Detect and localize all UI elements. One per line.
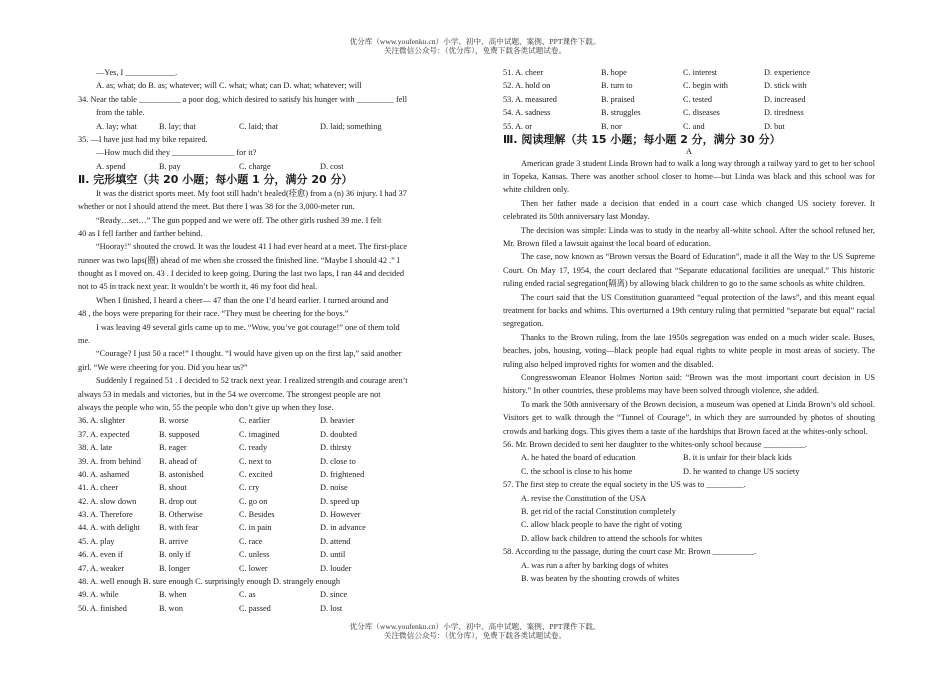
passage-paragraph: The decision was simple: Linda was to study in the nearby all-white school. After the school refused her, Mr. Brown filed a lawsuit against the local board of education. [503,225,875,248]
option-a: 39. A. from behind [78,456,141,466]
question-line: C. allow black people to have the right of voting [521,520,682,530]
options-row [78,481,450,494]
option-a: 49. A. while [78,590,119,600]
option-b: B. drop out [159,496,197,506]
option-d: D. thirsty [320,443,352,453]
option-b: B. nor [601,121,622,131]
option-a: 44. A. with delight [78,523,140,533]
option-b: B. astonished [159,469,204,479]
cloze-passage-line: not to 45 in track next year. It wouldn’t be worth it, 46 my foot did heal. [78,282,318,292]
option-d: D. noise [320,483,348,493]
cloze-passage-line: 48 , the boys were preparing for their race. “They must be cheering for the boys.” [78,309,349,319]
header-line-2: 关注微信公众号：（优分库），免费下载各类试题试卷。 [383,46,567,55]
cloze-passage-line: thought as I moved on. 43 . I decided to keep going. During the last two laps, I ran 44 and decided [78,269,405,279]
options-row [78,441,450,454]
cloze-passage-line: When I finished, I heard a cheer— 47 than the one I’d heard earlier. I turned around and [96,295,389,305]
page-footer [0,622,950,640]
option-d: D. cost [320,161,344,171]
option-d: D. louder [320,563,352,573]
cloze-passage-line: “Ready…set…” The gun popped and we were off. The other girls rushed 39 me. I felt [96,215,382,225]
cloze-passage-line: Suddenly I regained 51 . I decided to 52 track next year. I realized strength and courage aren’t [96,376,408,386]
passage-paragraph: The court said that the US Constitution guaranteed “equal protection of the laws”, and this meant equal treatment for backs and whims. This overturned a 19th century ruling that permitted “separate but equal” racial segregation. [503,292,875,329]
section-title: Ⅲ. 阅读理解（共 15 小题；每小题 2 分，满分 30 分） [503,132,781,146]
options-row [78,535,450,548]
cloze-passage-line: runner was two laps(圈) ahead of me when she crossed the finished line. “Maybe I should 42 .” I [78,255,400,265]
option-d: D. However [320,510,361,520]
cloze-passage-line: “Hooray!” shouted the crowd. It was the loudest 41 I had ever heard at a meet. The first-place [96,242,408,252]
option-d: D. increased [764,94,806,104]
option-c: C. go on [239,496,268,506]
right-column [503,66,875,585]
options-row [503,93,875,106]
footer-line-1: 优分库（www.youfenku.cn）小学、初中、高中试题、案例、PPT课件下载。 [349,622,601,631]
option-a: 53. A. measured [503,94,557,104]
options-row [78,414,450,427]
option-a: A. he hated the board of education [521,453,636,463]
passage-paragraph: American grade 3 student Linda Brown had to walk a long way through a railway yard to get to her school in Topeka, Kansas. There was another school closer to home—but Linda was black and this school was for white children only. [503,158,875,195]
options-row [78,602,450,615]
page-header [0,37,950,55]
options-row [78,468,450,481]
question-line: 58. According to the passage, during the court case Mr. Brown __________. [503,547,757,557]
option-b: B. struggles [601,108,641,118]
option-a: 50. A. finished [78,603,127,613]
option-b: B. Otherwise [159,510,203,520]
option-a: 55. A. or [503,121,533,131]
passage-paragraph: Congresswoman Eleanor Holmes Norton said: “Brown was the most important court decision in US history.” In other countries, these problems may have been solved through violence, she added. [503,373,875,396]
option-a: 54. A. sadness [503,108,551,118]
options-row [78,428,450,441]
option-a: 40. A. ashamed [78,469,130,479]
option-b: B. longer [159,563,190,573]
section-title: Ⅱ. 完形填空（共 20 小题；每小题 1 分，满分 20 分） [78,173,353,187]
option-a: A. spend [96,161,126,171]
option-d: D. but [764,121,785,131]
option-b: B. lay; that [159,121,196,131]
option-b: B. ahead of [159,456,198,466]
option-d: D. laid; something [320,121,382,131]
options-row: 48. A. well enough B. sure enough C. surprisingly enough D. strangely enough [78,577,341,587]
cloze-passage-line: me. [78,336,91,346]
options-row [503,106,875,119]
option-b: B. when [159,590,187,600]
question-line: A. as; what; do B. as; whatever; will C. what; what; can D. what; whatever; will [96,81,362,91]
option-b: B. turn to [601,81,633,91]
option-b: D. he wanted to change US society [683,466,800,476]
option-c: C. charge [239,161,271,171]
option-a: 45. A. play [78,536,115,546]
question-line: A. was run a after by barking dogs of whites [521,560,669,570]
option-b: B. supposed [159,429,200,439]
passage-label: A [686,146,692,156]
question-line: B. was beaten by the shouting crowds of whites [521,573,680,583]
option-a: 37. A. expected [78,429,130,439]
question-line: 57. The first step to create the equal society in the US was to _________. [503,480,746,490]
passage-paragraph: Then her father made a decision that ended in a court case which changed US society forever. It celebrated its 50th anniversary last Monday. [503,198,875,222]
question-line: 56. Mr. Brown decided to sent her daughter to the whites-only school because __________. [503,440,808,450]
option-d: D. experience [764,68,811,77]
options-row [78,508,450,521]
option-c: C. and [683,121,705,131]
option-b: B. shout [159,483,187,493]
options-row [78,120,450,133]
option-c: C. laid; that [239,121,278,131]
cloze-passage-line: always 53 in medals and victories, but in the 54 we overcome. The strongest people are not [78,389,381,399]
option-d: D. stick with [764,81,807,91]
footer-line-2: 关注微信公众号：（优分库），免费下载各类试题试卷。 [383,631,567,640]
options-row [78,548,450,561]
option-a: 43. A. Therefore [78,510,133,520]
option-c: C. earlier [239,416,270,426]
option-d: D. frightened [320,469,365,479]
option-d: D. close to [320,456,356,466]
option-d: D. heavier [320,416,355,426]
question-line: —How much did they _______________ for it? [96,148,257,158]
options-row [78,562,450,575]
cloze-passage-line: 40 as I fell farther and farther behind. [78,228,203,238]
option-d: D. tiredness [764,108,804,118]
cloze-passage-line: I was leaving 49 several girls came up to me. “Wow, you’ve got courage!” one of them told [96,322,400,332]
option-a: 52. A. hold on [503,81,551,91]
passage-paragraph: The case, now known as “Brown versus the Board of Education”, made it all the Way to the US Supreme Court. On May 17, 1954, the court declared that “Separate educational facilities are unequal.” This historic ruling ended racial segregation(隔离) by allowing black children to go to the same schools as white children. [503,252,875,289]
options-row [503,120,875,133]
option-a: C. the school is close to his home [521,466,633,476]
option-c: C. ready [239,443,268,453]
option-b: B. hope [601,68,627,77]
options-row [78,455,450,468]
option-a: 41. A. cheer [78,483,119,493]
option-b: B. arrive [159,536,189,546]
options-row [503,465,875,478]
options-row [78,521,450,534]
option-c: C. interest [683,68,718,77]
option-a: 38. A. late [78,443,113,453]
option-c: C. race [239,536,263,546]
option-d: D. attend [320,536,351,546]
option-c: C. as [239,590,256,600]
header-line-1: 优分库（www.youfenku.cn）小学、初中、高中试题、案例、PPT课件下载。 [349,37,601,46]
option-c: C. Besides [239,510,275,520]
left-column [78,66,450,615]
option-a: 47. A. weaker [78,563,125,573]
option-c: C. next to [239,456,272,466]
option-c: C. tested [683,94,713,104]
option-a: 51. A. cheer [503,68,544,77]
option-c: C. cry [239,483,260,493]
options-row [503,66,875,79]
option-a: 42. A. slow down [78,496,137,506]
cloze-passage-line: always the people who win, 55 the people who don’t give up when they lose. [78,402,334,412]
option-b: B. eager [159,443,187,453]
question-line: D. allow back children to attend the schools for whites [521,533,703,543]
cloze-passage-line: It was the district sports meet. My foot still hadn’t healed(痊愈) from a (n) 36 injury. I had 37 [96,188,407,198]
cloze-passage-line: whether or not I should attend the meet. But there I was 38 for the 3,000-meter run. [78,202,355,212]
question-line: from the table. [96,108,145,118]
option-b: B. worse [159,416,189,426]
option-d: D. in advance [320,523,366,533]
options-row [78,588,450,601]
question-line: —Yes, I ____________. [96,68,178,77]
option-c: C. in pain [239,523,272,533]
passage-paragraph: To mark the 50th anniversary of the Brown decision, a museum was opened at Linda Brown’s old school. Visitors get to walk through the “Tunnel of Courage”, in which they are surrounded by photos of shouting crowds and barking dogs. This gives them a taste of the hardships that Brown faced at the whites-only school. [503,399,875,436]
options-row [78,495,450,508]
question-line: 34. Near the table __________ a poor dog, which desired to satisfy his hunger with _________ fell [78,94,408,104]
option-a: 46. A. even if [78,550,123,560]
question-line: B. get rid of the racial Constitution completely [521,507,676,517]
option-d: D. lost [320,603,343,613]
question-line: 35. —I have just had my bike repaired. [78,134,208,144]
cloze-passage-line: girl. “We were cheering for you. Did you hear us?” [78,362,248,372]
question-line: A. revise the Constitution of the USA [521,493,647,503]
option-b: B. only if [159,550,191,560]
options-row [503,79,875,92]
passage-paragraph: Thanks to the Brown ruling, from the late 1950s segregation was ended on a much wider scale. Buses, beaches, jobs, housing, voting—black people had equal rights to white people in most areas of society. The ruling also helped improved rights for women and the disabled. [503,332,875,369]
option-c: C. imagined [239,429,280,439]
options-row [503,451,875,464]
option-d: D. until [320,550,346,560]
option-b: B. won [159,603,183,613]
option-d: D. speed up [320,496,360,506]
option-b: B. praised [601,94,635,104]
option-a: A. lay; what [96,121,137,131]
option-d: D. doubted [320,429,357,439]
options-row [78,160,450,173]
option-b: B. pay [159,161,181,171]
option-a: 36. A. slighter [78,416,126,426]
option-c: C. begin with [683,81,728,91]
option-c: C. diseases [683,108,720,118]
cloze-passage-line: “Courage? I just 50 a race!” I thought. “I would have given up on the first lap,” said another [96,349,402,359]
option-c: C. excited [239,469,273,479]
option-b: B. with fear [159,523,199,533]
option-c: C. unless [239,550,270,560]
option-c: C. lower [239,563,268,573]
option-b: B. it is unfair for their black kids [683,453,792,463]
option-c: C. passed [239,603,271,613]
option-d: D. since [320,590,348,600]
